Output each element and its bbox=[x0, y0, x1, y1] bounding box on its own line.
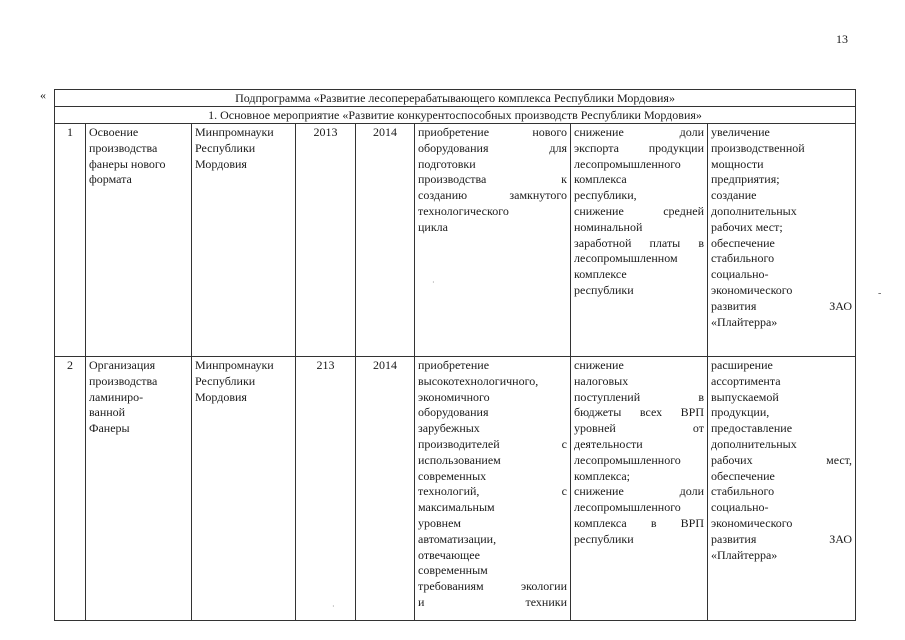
text-line: комплексе bbox=[574, 267, 627, 282]
executor bbox=[192, 124, 296, 357]
measures-table bbox=[54, 89, 856, 621]
text-line: рабочих мест; bbox=[711, 219, 783, 234]
text-line: развития ЗАО bbox=[711, 531, 853, 546]
text-line: республики, bbox=[574, 188, 637, 203]
text-line: Мордовия bbox=[195, 389, 247, 404]
text-line: высокотехнологичного, bbox=[418, 373, 539, 388]
text-line: снижение bbox=[574, 358, 624, 372]
text-line: республики bbox=[574, 282, 634, 297]
text-line: дополнительных bbox=[711, 436, 797, 451]
text-line: производителей с bbox=[418, 436, 567, 451]
text-line: комплекса в ВРП bbox=[574, 515, 704, 530]
text-line: комплекса; bbox=[574, 468, 630, 483]
text-line: уровнем bbox=[418, 515, 462, 530]
start-year: 213 bbox=[296, 357, 356, 621]
margin-mark: - bbox=[878, 288, 882, 299]
text-line: формата bbox=[89, 172, 132, 187]
text-line: социально- bbox=[711, 500, 769, 515]
text-line: «Плайтерра» bbox=[711, 547, 778, 562]
text-line: производственной bbox=[711, 140, 805, 155]
text-line: снижение доли bbox=[574, 125, 704, 139]
result-description bbox=[708, 357, 856, 621]
text-line: Минпромнауки bbox=[195, 125, 274, 139]
text-line: бюджеты всех ВРП bbox=[574, 405, 704, 420]
text-line: ассортимента bbox=[711, 373, 781, 388]
text-line: уровней от bbox=[574, 421, 704, 436]
text-line: фанеры нового bbox=[89, 156, 166, 171]
text-line: созданию замкнутого bbox=[418, 188, 567, 203]
text-line: Организация bbox=[89, 358, 156, 372]
action-description bbox=[415, 357, 571, 621]
text-line: деятельности bbox=[574, 436, 643, 451]
text-line: комплекса bbox=[574, 172, 627, 187]
text-line: продукции, bbox=[711, 405, 770, 420]
text-line: оборудования bbox=[418, 405, 489, 420]
text-line: использованием bbox=[418, 452, 501, 467]
text-line: стабильного bbox=[711, 484, 775, 499]
result-description bbox=[708, 124, 856, 357]
text-line: отвечающее bbox=[418, 547, 480, 562]
text-line: экономического bbox=[711, 282, 793, 297]
text-line: экономичного bbox=[418, 389, 490, 404]
text-line: лесопромышленного bbox=[574, 452, 681, 467]
text-line: производства bbox=[89, 140, 158, 155]
activity-name bbox=[86, 357, 192, 621]
text-line: требованиям экологии bbox=[418, 579, 567, 594]
text-line: Минпромнауки bbox=[195, 358, 274, 372]
text-line: снижение доли bbox=[574, 484, 704, 499]
scan-speck: · bbox=[432, 278, 435, 287]
text-line: производства к bbox=[418, 172, 567, 187]
text-line: ванной bbox=[89, 405, 126, 420]
text-line: Республики bbox=[195, 373, 256, 388]
text-line: снижение средней bbox=[574, 203, 704, 218]
text-line: зарубежных bbox=[418, 421, 480, 436]
text-line: Республики bbox=[195, 140, 256, 155]
text-line: налоговых bbox=[574, 373, 629, 388]
text-line: приобретение нового bbox=[418, 125, 567, 139]
text-line: увеличение bbox=[711, 125, 770, 139]
text-line: социально- bbox=[711, 267, 769, 282]
text-line: цикла bbox=[418, 219, 448, 234]
end-year: 2014 bbox=[356, 124, 415, 357]
text-line: современных bbox=[418, 468, 487, 483]
text-line: ламиниро- bbox=[89, 389, 144, 404]
text-line: создание bbox=[711, 188, 757, 203]
row-number: 1 bbox=[55, 124, 86, 357]
text-line: технологий, с bbox=[418, 484, 567, 499]
activity-name bbox=[86, 124, 192, 357]
text-line: дополнительных bbox=[711, 203, 797, 218]
text-line: «Плайтерра» bbox=[711, 314, 778, 329]
text-line: выпускаемой bbox=[711, 389, 779, 404]
text-line: современным bbox=[418, 563, 488, 578]
text-line: расширение bbox=[711, 358, 773, 372]
text-line: экономического bbox=[711, 515, 793, 530]
text-line: максимальным bbox=[418, 500, 495, 515]
table-row bbox=[55, 124, 856, 357]
text-line: Мордовия bbox=[195, 156, 247, 171]
text-line: предоставление bbox=[711, 421, 793, 436]
start-year: 2013 bbox=[296, 124, 356, 357]
text-line: Фанеры bbox=[89, 421, 130, 436]
end-year: 2014 bbox=[356, 357, 415, 621]
text-line: мощности bbox=[711, 156, 764, 171]
executor bbox=[192, 357, 296, 621]
text-line: и техники bbox=[418, 594, 567, 609]
text-line: подготовки bbox=[418, 156, 476, 171]
consequences-description bbox=[571, 124, 708, 357]
subprogram-title: Подпрограмма «Развитие лесоперерабатывающего комплекса Республики Мордовия» bbox=[55, 90, 856, 107]
text-line: поступлений в bbox=[574, 389, 704, 404]
text-line: заработной платы в bbox=[574, 235, 704, 250]
text-line: лесопромышленного bbox=[574, 500, 681, 515]
text-line: приобретение bbox=[418, 358, 490, 372]
text-line: рабочих мест, bbox=[711, 452, 853, 467]
page-number: 13 bbox=[836, 32, 848, 46]
table-row bbox=[55, 357, 856, 621]
text-line: технологического bbox=[418, 203, 509, 218]
text-line: лесопромышленного bbox=[574, 156, 681, 171]
text-line: развития ЗАО bbox=[711, 298, 853, 313]
text-line: экспорта продукции bbox=[574, 140, 704, 155]
text-line: производства bbox=[89, 373, 158, 388]
text-line: лесопромышленном bbox=[574, 251, 678, 266]
text-line: номинальной bbox=[574, 219, 643, 234]
row-number: 2 bbox=[55, 357, 86, 621]
text-line: стабильного bbox=[711, 251, 775, 266]
action-description bbox=[415, 124, 571, 357]
scan-speck: · bbox=[332, 602, 335, 611]
text-line: предприятия; bbox=[711, 172, 780, 187]
text-line: автоматизации, bbox=[418, 531, 497, 546]
text-line: Освоение bbox=[89, 125, 139, 139]
text-line: обеспечение bbox=[711, 235, 775, 250]
text-line: оборудования для bbox=[418, 140, 567, 155]
text-line: обеспечение bbox=[711, 468, 775, 483]
measure-title: 1. Основное мероприятие «Развитие конкурентоспособных производств Республики Мордовия» bbox=[55, 107, 856, 124]
consequences-description bbox=[571, 357, 708, 621]
text-line: республики bbox=[574, 531, 634, 546]
opening-quote-mark: « bbox=[40, 88, 46, 102]
